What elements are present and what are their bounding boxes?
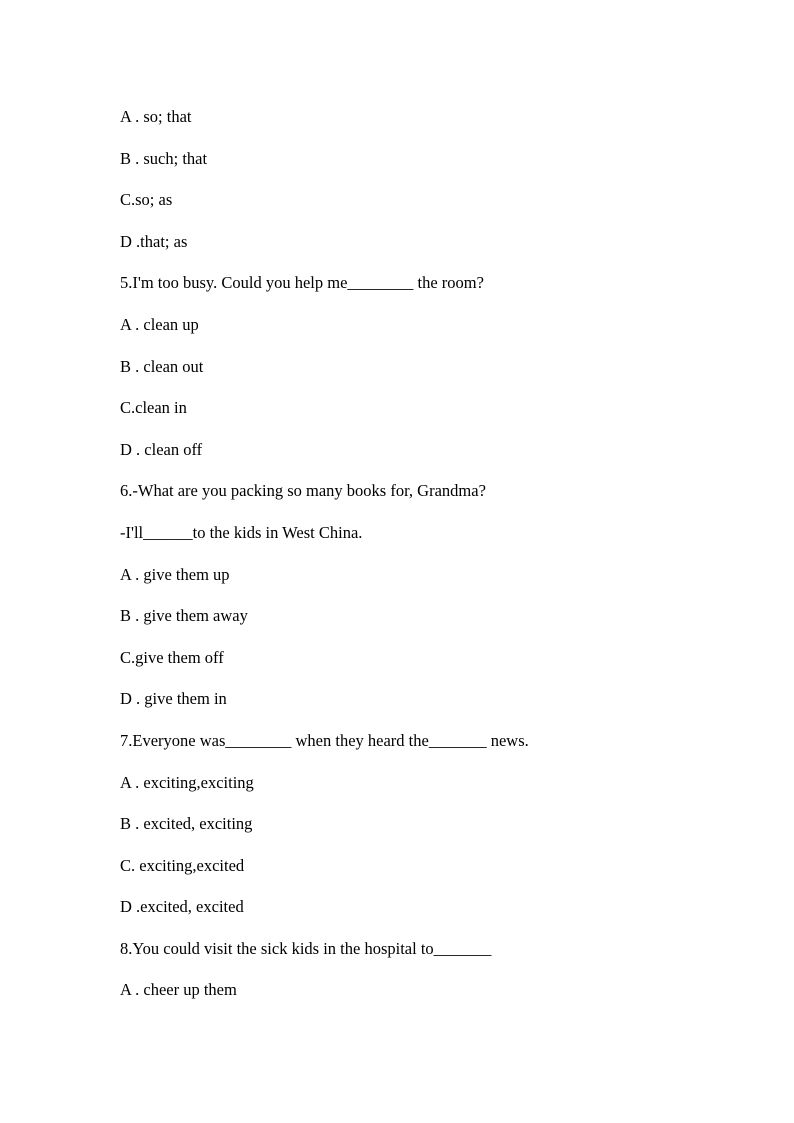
option-a: A . cheer up them	[120, 980, 237, 1000]
option-d: D .excited, excited	[120, 897, 244, 917]
option-b: B . clean out	[120, 356, 204, 376]
option-a: A . clean up	[120, 314, 199, 334]
option-d: D .that; as	[120, 231, 188, 251]
option-a: A . give them up	[120, 564, 230, 584]
option-b: B . excited, exciting	[120, 814, 253, 834]
option-c: C.so; as	[120, 190, 173, 210]
question-6-response: -I'll______to the kids in West China.	[120, 522, 363, 542]
option-d: D . give them in	[120, 689, 227, 709]
question-8: 8.You could visit the sick kids in the hospital to_______	[120, 938, 492, 958]
option-b: B . such; that	[120, 148, 208, 168]
question-6: 6.-What are you packing so many books for, Grandma?	[120, 481, 486, 501]
option-a: A . exciting,exciting	[120, 772, 254, 792]
option-d: D . clean off	[120, 439, 203, 459]
question-list	[120, 106, 720, 1021]
option-c: C.give them off	[120, 647, 224, 667]
question-5: 5.I'm too busy. Could you help me________ the room?	[120, 273, 484, 293]
option-b: B . give them away	[120, 606, 248, 626]
option-a: A . so; that	[120, 107, 192, 126]
option-c: C. exciting,excited	[120, 855, 245, 875]
option-c: C.clean in	[120, 398, 187, 418]
question-7: 7.Everyone was________ when they heard the_______ news.	[120, 730, 529, 750]
